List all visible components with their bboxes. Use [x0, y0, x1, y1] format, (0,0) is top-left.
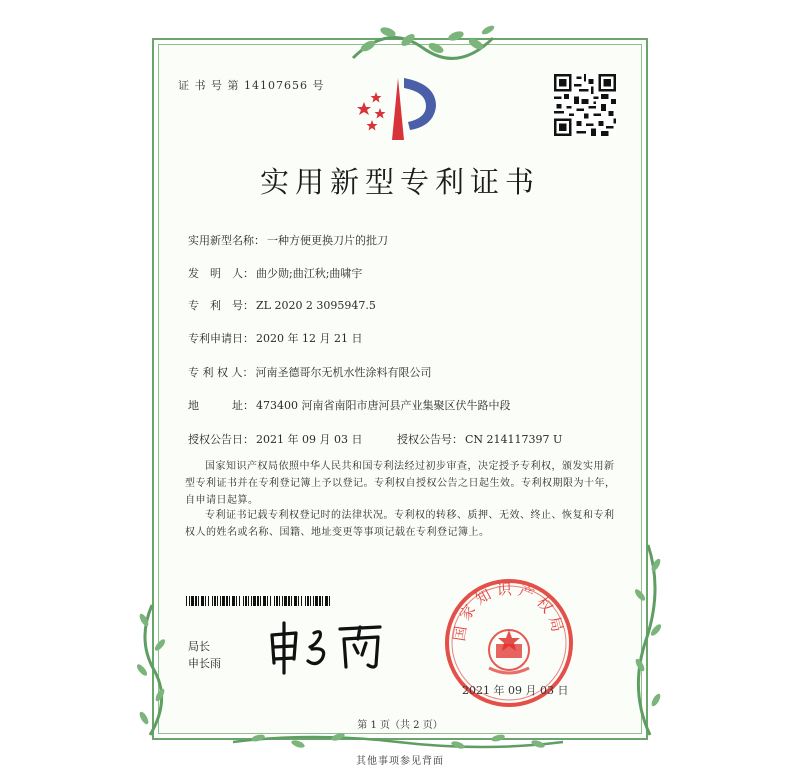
barcode-bar	[307, 596, 309, 606]
field-value: 2021 年 09 月 03 日	[256, 433, 363, 446]
barcode-bar	[248, 596, 249, 606]
barcode-bar	[208, 596, 209, 606]
seal-text: 国家知识产权局	[450, 580, 568, 643]
barcode-bar	[310, 596, 311, 606]
field-value: 一种方便更换刀片的批刀	[267, 234, 388, 247]
barcode-bar	[315, 596, 318, 606]
barcode-bar	[212, 596, 213, 606]
certificate-title: 实用新型专利证书	[259, 165, 540, 199]
top-vine-decoration	[348, 18, 498, 68]
field-value: 河南圣德哥尔无机水性涂料有限公司	[255, 366, 432, 379]
field-label: 发 明 人：	[188, 267, 254, 280]
field-label: 专 利 权 人：	[188, 366, 254, 379]
patentee-row	[188, 364, 432, 380]
director-title: 局长	[188, 640, 210, 653]
barcode-bar	[198, 596, 199, 606]
barcode-bar	[260, 596, 261, 606]
utility-model-name-row	[188, 232, 388, 248]
barcode-bar	[186, 596, 187, 606]
page-number: 第 1 页（共 2 页）	[357, 720, 443, 731]
barcode-bar	[253, 596, 256, 606]
barcode-bar	[313, 596, 314, 606]
grant-date-row	[188, 431, 362, 447]
filing-date-row	[188, 330, 362, 346]
certificate-number: 证 书 号 第 14107656 号	[178, 79, 325, 92]
barcode-bar	[298, 596, 299, 606]
barcode-bar	[263, 596, 266, 606]
barcode	[186, 596, 332, 606]
barcode-bar	[245, 596, 247, 606]
footer-note: 其他事项参见背面	[356, 756, 444, 767]
barcode-bar	[282, 596, 283, 606]
barcode-bar	[239, 596, 240, 606]
field-label: 实用新型名称：	[188, 234, 265, 247]
field-value: 曲少勋;曲江秋;曲啸宇	[256, 267, 363, 280]
inventor-row	[188, 265, 362, 281]
field-value: CN 214117397 U	[465, 433, 563, 446]
legal-status-paragraph: 专利证书记载专利权登记时的法律状况。专利权的转移、质押、无效、终止、恢复和专利权人的姓名或名称、国籍、地址变更等事项记载在专利登记簿上。	[185, 510, 615, 538]
barcode-bar	[257, 596, 259, 606]
barcode-bar	[201, 596, 204, 606]
barcode-bar	[274, 596, 275, 606]
director-name: 申长雨	[188, 657, 221, 670]
barcode-bar	[214, 596, 216, 606]
barcode-bar	[279, 596, 280, 606]
field-label: 授权公告日：	[188, 433, 254, 446]
seal-date: 2021 年 09 月 03 日	[462, 684, 569, 697]
barcode-bar	[267, 596, 268, 606]
barcode-bar	[222, 596, 225, 606]
barcode-bar	[288, 596, 290, 606]
grant-statement-paragraph: 国家知识产权局依照中华人民共和国专利法经过初步审查，决定授予专利权，颁发实用新型专利证书并在专利登记簿上予以登记。专利权自授权公告之日起生效。专利权期限为十年，自申请日起算。	[185, 461, 616, 506]
address-row	[188, 397, 511, 413]
barcode-bar	[232, 596, 235, 606]
barcode-bar	[276, 596, 278, 606]
field-value: 2020 年 12 月 21 日	[256, 332, 363, 345]
barcode-bar	[243, 596, 244, 606]
barcode-bar	[284, 596, 287, 606]
barcode-bar	[191, 596, 194, 606]
barcode-bar	[217, 596, 218, 606]
right-vine-decoration	[628, 540, 668, 740]
cnipa-logo-icon	[354, 74, 444, 144]
barcode-bar	[226, 596, 228, 606]
field-label: 地 址：	[188, 399, 254, 412]
barcode-bar	[205, 596, 206, 606]
field-label: 专利申请日：	[188, 332, 254, 345]
barcode-bar	[189, 596, 190, 606]
field-value: 473400 河南省南阳市唐河县产业集聚区伏牛路中段	[256, 399, 511, 412]
barcode-bar	[291, 596, 292, 606]
barcode-bar	[195, 596, 197, 606]
patent-number-row	[188, 297, 376, 313]
barcode-bar	[329, 596, 330, 606]
barcode-bar	[319, 596, 321, 606]
field-label: 授权公告号：	[397, 433, 463, 446]
field-value: ZL 2020 2 3095947.5	[256, 299, 376, 312]
barcode-bar	[322, 596, 323, 606]
barcode-bar	[251, 596, 252, 606]
barcode-bar	[270, 596, 271, 606]
barcode-bar	[229, 596, 230, 606]
field-label: 专 利 号：	[188, 299, 254, 312]
handwritten-signature	[262, 617, 398, 675]
barcode-bar	[305, 596, 306, 606]
barcode-bar	[236, 596, 237, 606]
barcode-bar	[220, 596, 221, 606]
qr-code	[554, 74, 616, 136]
grant-number-row	[397, 431, 562, 447]
bottom-vine-decoration	[228, 730, 568, 754]
barcode-bar	[294, 596, 297, 606]
barcode-bar	[325, 596, 328, 606]
barcode-bar	[301, 596, 302, 606]
